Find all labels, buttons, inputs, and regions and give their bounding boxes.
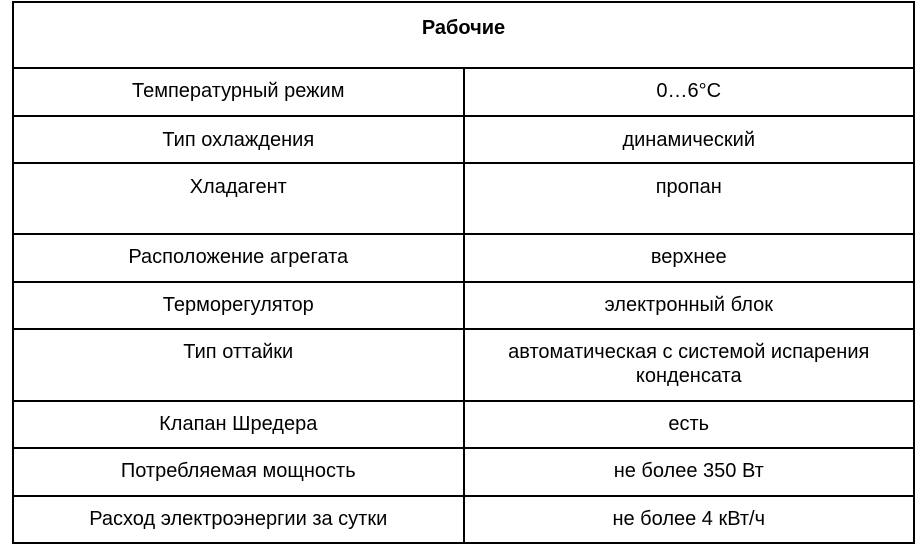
spec-value: автоматическая с системой испарения конденсата xyxy=(464,329,915,401)
specifications-table xyxy=(12,1,915,544)
spec-name: Расход электроэнергии за сутки xyxy=(13,496,464,543)
table-header: Рабочие xyxy=(13,2,914,68)
table-row xyxy=(13,116,914,163)
spec-value: не более 4 кВт/ч xyxy=(464,496,915,543)
table-row xyxy=(13,234,914,282)
spec-name: Тип охлаждения xyxy=(13,116,464,163)
table-row xyxy=(13,329,914,401)
spec-name: Терморегулятор xyxy=(13,282,464,329)
spec-value: пропан xyxy=(464,163,915,234)
table-row xyxy=(13,163,914,234)
table-row xyxy=(13,401,914,448)
table-row xyxy=(13,68,914,116)
spec-value: верхнее xyxy=(464,234,915,282)
table-row xyxy=(13,496,914,543)
spec-value: электронный блок xyxy=(464,282,915,329)
spec-value: 0…6°C xyxy=(464,68,915,116)
spec-name: Потребляемая мощность xyxy=(13,448,464,496)
spec-value: не более 350 Вт xyxy=(464,448,915,496)
spec-value: динамический xyxy=(464,116,915,163)
spec-name: Клапан Шредера xyxy=(13,401,464,448)
spec-name: Тип оттайки xyxy=(13,329,464,401)
spec-name: Хладагент xyxy=(13,163,464,234)
spec-value: есть xyxy=(464,401,915,448)
spec-name: Температурный режим xyxy=(13,68,464,116)
table-row xyxy=(13,448,914,496)
table-header-row xyxy=(13,2,914,68)
table-row xyxy=(13,282,914,329)
spec-name: Расположение агрегата xyxy=(13,234,464,282)
